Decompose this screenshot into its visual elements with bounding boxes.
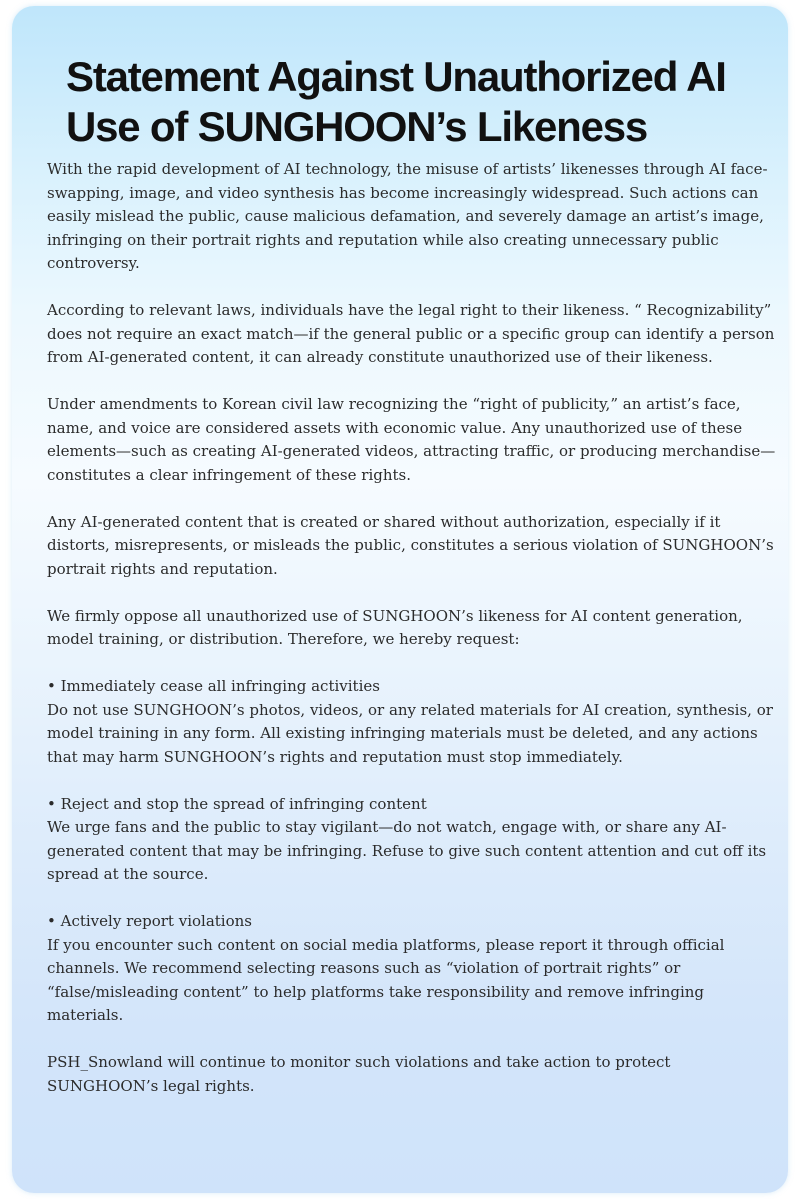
publicity-right-paragraph: Under amendments to Korean civil law recognizing the “right of publicity,” an artist’s face, name, and voice are considered assets with economic value. Any unauthorized use of these elements—such as creating AI-generated videos, attracting traffic, or producing merchandise—constitutes a clear infringement of these rights. (47, 395, 776, 484)
closing-paragraph: PSH_Snowland will continue to monitor such violations and take action to protect SUNGHOON’s legal rights. (47, 1053, 671, 1095)
legal-right-paragraph: According to relevant laws, individuals have the legal right to their likeness. “ Recognizability” does not require an exact match—if the general public or a specific group can identify a person from AI-generated content, it can already constitute unauthorized use of their likeness. (47, 301, 775, 366)
request-text: We urge fans and the public to stay vigilant—do not watch, engage with, or share any AI-generated content that may be infringing. Refuse to give such content attention and cut off its spread at the source. (47, 818, 767, 883)
request-heading: • Actively report violations (47, 910, 782, 934)
statement-title: Statement Against Unauthorized AI Use of SUNGHOON’s Likeness (66, 53, 726, 150)
request-text: Do not use SUNGHOON’s photos, videos, or any related materials for AI creation, synthesis, or model training in any form. All existing infringing materials must be deleted, and any actions that may harm SUNGHOON’s rights and reputation must stop immediately. (47, 700, 773, 766)
request-item (47, 675, 782, 769)
request-item (47, 910, 782, 1028)
request-heading: • Reject and stop the spread of infringing content (47, 793, 782, 817)
opposition-paragraph: We firmly oppose all unauthorized use of SUNGHOON’s likeness for AI content generation, model training, or distribution. Therefore, we hereby request: (47, 606, 743, 648)
request-heading: • Immediately cease all infringing activities (47, 675, 782, 699)
statement-card (12, 6, 788, 1193)
violation-paragraph: Any AI-generated content that is created or shared without authorization, especially if it distorts, misrepresents, or misleads the public, constitutes a serious violation of SUNGHOON’s portrait rights and reputation. (47, 512, 774, 578)
statement-body (47, 158, 782, 1122)
request-text: If you encounter such content on social media platforms, please report it through official channels. We recommend selecting reasons such as “violation of portrait rights” or “false/misleading content” to help platforms take responsibility and remove infringing materials. (47, 935, 725, 1024)
intro-paragraph: With the rapid development of AI technology, the misuse of artists’ likenesses through AI face-swapping, image, and video synthesis has become increasingly widespread. Such actions can easily mislead the public, cause malicious defamation, and severely damage an artist’s image, infringing on their portrait rights and reputation while also creating unnecessary public controversy. (47, 160, 768, 272)
request-item (47, 793, 782, 887)
